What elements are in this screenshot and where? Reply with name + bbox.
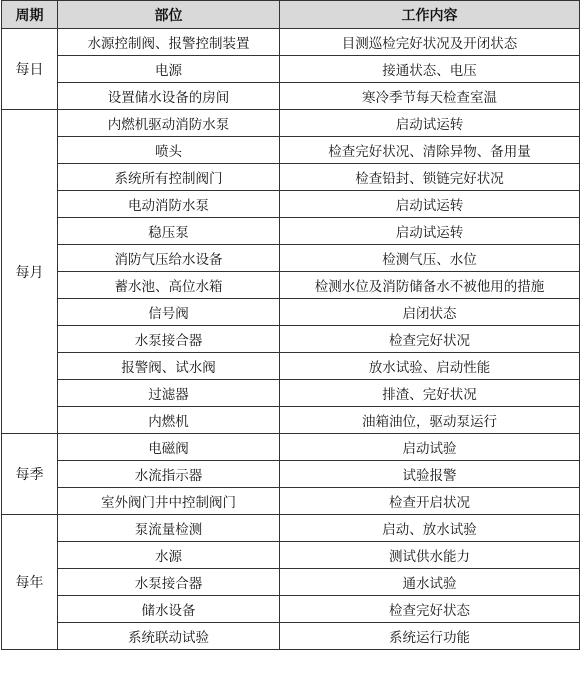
header-row	[2, 1, 580, 29]
part-cell: 泵流量检测	[58, 515, 280, 542]
work-cell: 启动试运转	[280, 218, 580, 245]
header-period: 周期	[2, 1, 58, 29]
table-row	[2, 353, 580, 380]
table-row	[2, 245, 580, 272]
work-cell: 启动、放水试验	[280, 515, 580, 542]
work-cell: 检查完好状况	[280, 326, 580, 353]
table-row	[2, 272, 580, 299]
part-cell: 水源	[58, 542, 280, 569]
part-cell: 储水设备	[58, 596, 280, 623]
work-cell: 寒冷季节每天检查室温	[280, 83, 580, 110]
part-cell: 水源控制阀、报警控制装置	[58, 29, 280, 56]
part-cell: 系统联动试验	[58, 623, 280, 650]
part-cell: 过滤器	[58, 380, 280, 407]
table-row	[2, 326, 580, 353]
work-cell: 测试供水能力	[280, 542, 580, 569]
work-cell: 启闭状态	[280, 299, 580, 326]
part-cell: 水泵接合器	[58, 569, 280, 596]
table-row	[2, 29, 580, 56]
part-cell: 水流指示器	[58, 461, 280, 488]
table-row	[2, 461, 580, 488]
period-cell: 每月	[2, 110, 58, 434]
table-row	[2, 407, 580, 434]
part-cell: 蓄水池、高位水箱	[58, 272, 280, 299]
table-row	[2, 164, 580, 191]
part-cell: 水泵接合器	[58, 326, 280, 353]
work-cell: 启动试运转	[280, 110, 580, 137]
period-cell: 每年	[2, 515, 58, 650]
work-cell: 放水试验、启动性能	[280, 353, 580, 380]
table-row	[2, 56, 580, 83]
table-row	[2, 515, 580, 542]
work-cell: 检测水位及消防储备水不被他用的措施	[280, 272, 580, 299]
table-row	[2, 299, 580, 326]
part-cell: 室外阀门井中控制阀门	[58, 488, 280, 515]
header-part: 部位	[58, 1, 280, 29]
header-work: 工作内容	[280, 1, 580, 29]
work-cell: 检查完好状况、清除异物、备用量	[280, 137, 580, 164]
work-cell: 排渣、完好状况	[280, 380, 580, 407]
work-cell: 启动试运转	[280, 191, 580, 218]
table-header	[2, 1, 580, 29]
table-row	[2, 380, 580, 407]
table-row	[2, 488, 580, 515]
part-cell: 报警阀、试水阀	[58, 353, 280, 380]
part-cell: 电动消防水泵	[58, 191, 280, 218]
part-cell: 消防气压给水设备	[58, 245, 280, 272]
period-cell: 每日	[2, 29, 58, 110]
part-cell: 内燃机驱动消防水泵	[58, 110, 280, 137]
maintenance-schedule-table	[1, 0, 580, 650]
part-cell: 电源	[58, 56, 280, 83]
part-cell: 信号阀	[58, 299, 280, 326]
period-cell: 每季	[2, 434, 58, 515]
table-body	[2, 29, 580, 650]
part-cell: 设置储水设备的房间	[58, 83, 280, 110]
table-row	[2, 191, 580, 218]
work-cell: 检测气压、水位	[280, 245, 580, 272]
work-cell: 油箱油位，驱动泵运行	[280, 407, 580, 434]
work-cell: 检查开启状况	[280, 488, 580, 515]
part-cell: 系统所有控制阀门	[58, 164, 280, 191]
table-row	[2, 623, 580, 650]
part-cell: 喷头	[58, 137, 280, 164]
part-cell: 电磁阀	[58, 434, 280, 461]
table-row	[2, 542, 580, 569]
table-row	[2, 83, 580, 110]
work-cell: 检查铅封、锁链完好状况	[280, 164, 580, 191]
table-row	[2, 110, 580, 137]
table-row	[2, 596, 580, 623]
work-cell: 通水试验	[280, 569, 580, 596]
table-row	[2, 569, 580, 596]
part-cell: 内燃机	[58, 407, 280, 434]
work-cell: 目测巡检完好状况及开闭状态	[280, 29, 580, 56]
table-row	[2, 434, 580, 461]
work-cell: 试验报警	[280, 461, 580, 488]
work-cell: 启动试验	[280, 434, 580, 461]
table-row	[2, 218, 580, 245]
table-row	[2, 137, 580, 164]
work-cell: 系统运行功能	[280, 623, 580, 650]
part-cell: 稳压泵	[58, 218, 280, 245]
work-cell: 检查完好状态	[280, 596, 580, 623]
work-cell: 接通状态、电压	[280, 56, 580, 83]
